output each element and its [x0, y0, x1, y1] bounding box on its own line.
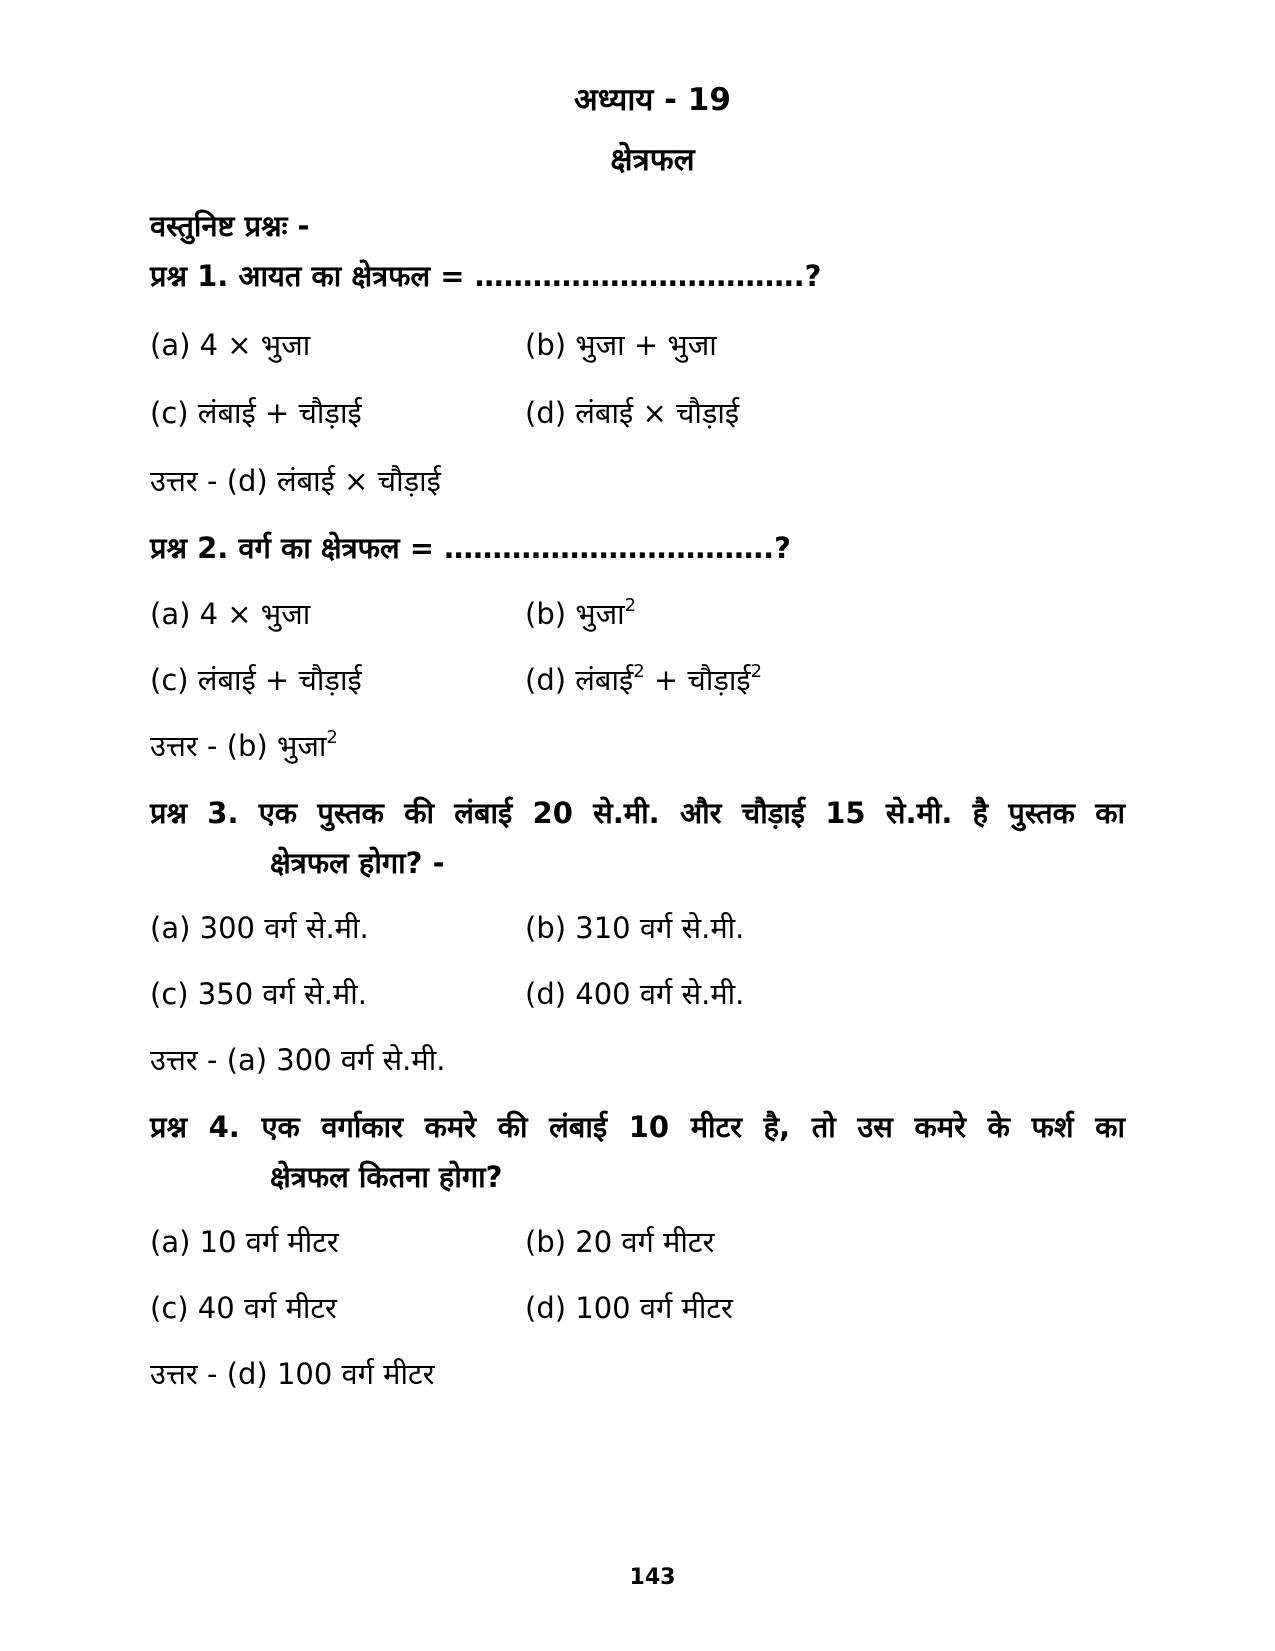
q3-option-d: (d) 400 वर्ग से.मी.	[525, 977, 745, 1011]
question-4-line2: क्षेत्रफल कितना होगा?	[270, 1160, 503, 1194]
q2-answer-text: उत्तर - (b) भुजा	[150, 729, 327, 763]
chapter-heading: अध्याय - 19	[574, 82, 731, 118]
question-4-line1: प्रश्न 4. एक वर्गाकार कमरे की लंबाई 10 मीटर है, तो उस कमरे के फर्श का	[150, 1110, 1125, 1144]
q4-answer: उत्तर - (d) 100 वर्ग मीटर	[150, 1357, 435, 1391]
q1-option-b: (b) भुजा + भुजा	[525, 328, 717, 362]
q2-option-d-text1: (d) लंबाई	[525, 663, 634, 697]
q3-answer: उत्तर - (a) 300 वर्ग से.मी.	[150, 1043, 446, 1077]
q4-option-d: (d) 100 वर्ग मीटर	[525, 1291, 733, 1325]
q3-option-b: (b) 310 वर्ग से.मी.	[525, 911, 745, 945]
q2-option-d-exponent2: 2	[750, 661, 763, 683]
chapter-title: क्षेत्रफल	[610, 142, 695, 178]
q2-answer	[150, 728, 338, 764]
q1-answer: उत्तर - (d) लंबाई × चौड़ाई	[150, 464, 441, 498]
q2-option-b	[525, 596, 636, 632]
q2-option-d-exponent1: 2	[633, 661, 645, 683]
q4-option-c: (c) 40 वर्ग मीटर	[150, 1291, 337, 1325]
q2-option-a: (a) 4 × भुजा	[150, 597, 311, 631]
q2-option-d-text2: + चौड़ाई	[644, 663, 751, 697]
q3-option-a: (a) 300 वर्ग से.मी.	[150, 911, 369, 945]
question-3-line2: क्षेत्रफल होगा? -	[270, 846, 445, 880]
q1-option-d: (d) लंबाई × चौड़ाई	[525, 396, 740, 430]
q4-option-a: (a) 10 वर्ग मीटर	[150, 1225, 339, 1259]
question-2: प्रश्न 2. वर्ग का क्षेत्रफल = …………………………….?	[150, 531, 791, 565]
q1-option-c: (c) लंबाई + चौड़ाई	[150, 396, 362, 430]
q4-option-b: (b) 20 वर्ग मीटर	[525, 1225, 715, 1259]
section-heading: वस्तुनिष्ट प्रश्नः -	[150, 209, 310, 243]
q1-option-a: (a) 4 × भुजा	[150, 328, 311, 362]
q2-answer-exponent: 2	[326, 727, 338, 749]
question-1: प्रश्न 1. आयत का क्षेत्रफल = …………………………….?	[150, 259, 822, 293]
q2-option-b-exponent: 2	[624, 595, 637, 617]
page-number: 143	[629, 1565, 676, 1590]
q2-option-d	[525, 662, 762, 698]
q3-option-c: (c) 350 वर्ग से.मी.	[150, 977, 367, 1011]
q2-option-b-text: (b) भुजा	[525, 597, 625, 631]
q2-option-c: (c) लंबाई + चौड़ाई	[150, 663, 362, 697]
question-3-line1: प्रश्न 3. एक पुस्तक की लंबाई 20 से.मी. और चौड़ाई 15 से.मी. है पुस्तक का	[150, 796, 1125, 830]
